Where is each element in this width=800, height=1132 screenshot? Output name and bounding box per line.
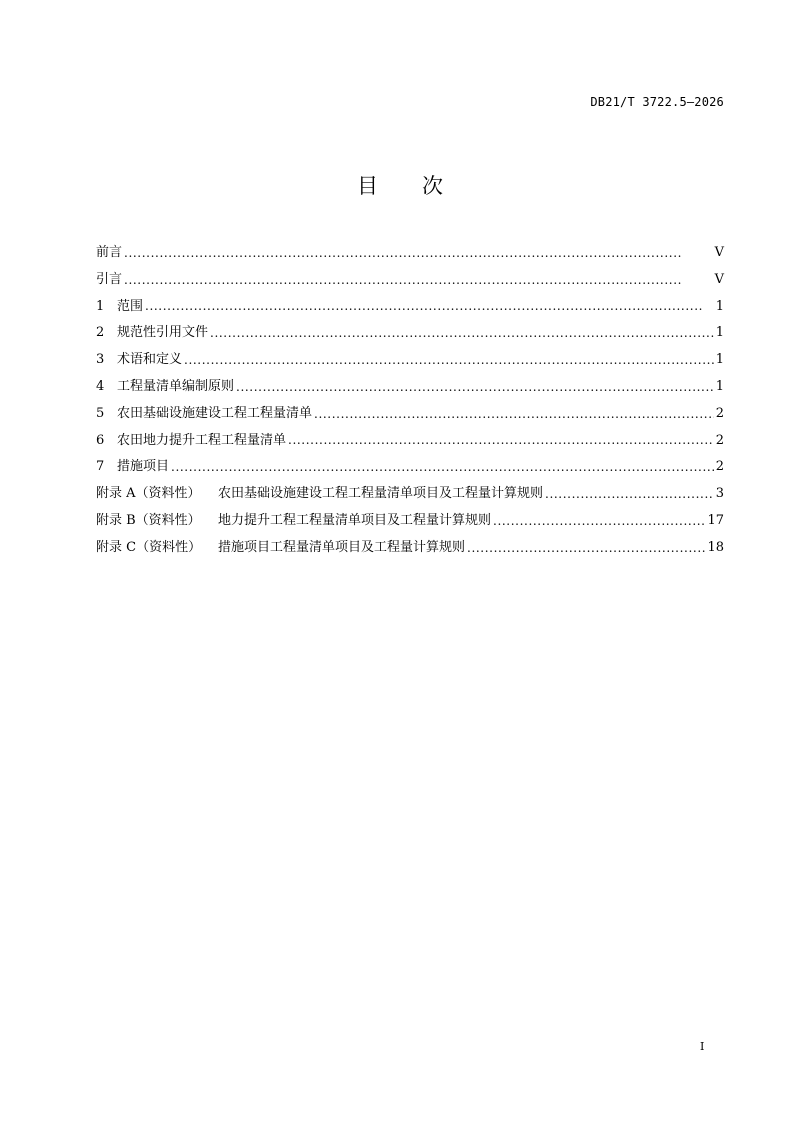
toc-dot-leader: [145, 300, 714, 313]
document-code: DB21/T 3722.5—2026: [590, 95, 724, 109]
toc-entry-page: 1: [715, 325, 724, 341]
toc-entry-page: 2: [715, 405, 724, 421]
page-number: I: [700, 1040, 705, 1053]
toc-entry-title[interactable]: 术语和定义: [117, 352, 183, 368]
toc-entry-title[interactable]: 措施项目工程量清单项目及工程量计算规则: [218, 539, 466, 555]
toc-dot-leader: [236, 381, 714, 394]
toc-entry-number: 2: [96, 325, 105, 341]
toc-entry[interactable]: [96, 508, 724, 535]
toc-entry-page: V: [714, 271, 724, 287]
toc-entry-page: 17: [707, 512, 724, 528]
toc-entry-title[interactable]: 引言: [96, 271, 123, 287]
toc-entry-title[interactable]: 地力提升工程工程量清单项目及工程量计算规则: [218, 512, 492, 528]
toc-entry-page: 3: [715, 486, 724, 502]
toc-entry-page: V: [714, 245, 724, 260]
toc-entry-title[interactable]: 农田基础设施建设工程工程量清单: [117, 405, 313, 421]
toc-entry[interactable]: [96, 374, 724, 401]
toc-dot-leader: [184, 354, 714, 367]
toc-entry[interactable]: [96, 320, 724, 347]
table-of-contents: [96, 240, 724, 562]
toc-entry-number: 3: [96, 352, 105, 368]
toc-dot-leader: [467, 542, 705, 555]
toc-entry[interactable]: [96, 401, 724, 428]
toc-entry-title[interactable]: 工程量清单编制原则: [117, 378, 235, 394]
toc-entry-page: 1: [715, 352, 724, 368]
toc-entry[interactable]: [96, 240, 724, 267]
toc-entry[interactable]: [96, 454, 724, 481]
toc-entry-page: 2: [715, 459, 724, 475]
toc-entry-appendix-label: 附录 B（资料性）: [96, 512, 201, 528]
toc-entry-number: 6: [96, 432, 105, 448]
toc-entry[interactable]: [96, 294, 724, 321]
toc-entry-title[interactable]: 前言: [96, 245, 123, 260]
toc-dot-leader: [124, 247, 713, 260]
toc-entry-number: 5: [96, 405, 105, 421]
toc-entry[interactable]: [96, 428, 724, 455]
toc-entry-number: 7: [96, 459, 105, 475]
toc-entry-appendix-label: 附录 C（资料性）: [96, 539, 202, 555]
toc-entry[interactable]: [96, 481, 724, 508]
toc-entry-page: 1: [715, 298, 724, 314]
toc-entry-number: 1: [96, 298, 105, 314]
toc-dot-leader: [545, 488, 714, 501]
toc-dot-leader: [171, 461, 714, 474]
toc-entry-title[interactable]: 措施项目: [117, 459, 170, 475]
toc-entry[interactable]: [96, 347, 724, 374]
toc-entry[interactable]: [96, 267, 724, 294]
toc-entry-page: 1: [715, 378, 724, 394]
toc-dot-leader: [210, 327, 714, 340]
toc-dot-leader: [314, 408, 714, 421]
toc-entry[interactable]: [96, 535, 724, 562]
toc-entry-number: 4: [96, 378, 105, 394]
toc-entry-title[interactable]: 范围: [117, 298, 144, 314]
page-title: 目次: [357, 174, 487, 198]
toc-entry-appendix-label: 附录 A（资料性）: [96, 486, 201, 502]
toc-entry-title[interactable]: 规范性引用文件: [117, 325, 209, 341]
toc-entry-page: 18: [707, 539, 724, 555]
toc-dot-leader: [493, 515, 705, 528]
toc-dot-leader: [124, 274, 713, 287]
toc-dot-leader: [288, 434, 714, 447]
toc-entry-title[interactable]: 农田地力提升工程工程量清单: [117, 432, 287, 448]
toc-entry-title[interactable]: 农田基础设施建设工程工程量清单项目及工程量计算规则: [218, 486, 544, 502]
toc-entry-page: 2: [715, 432, 724, 448]
